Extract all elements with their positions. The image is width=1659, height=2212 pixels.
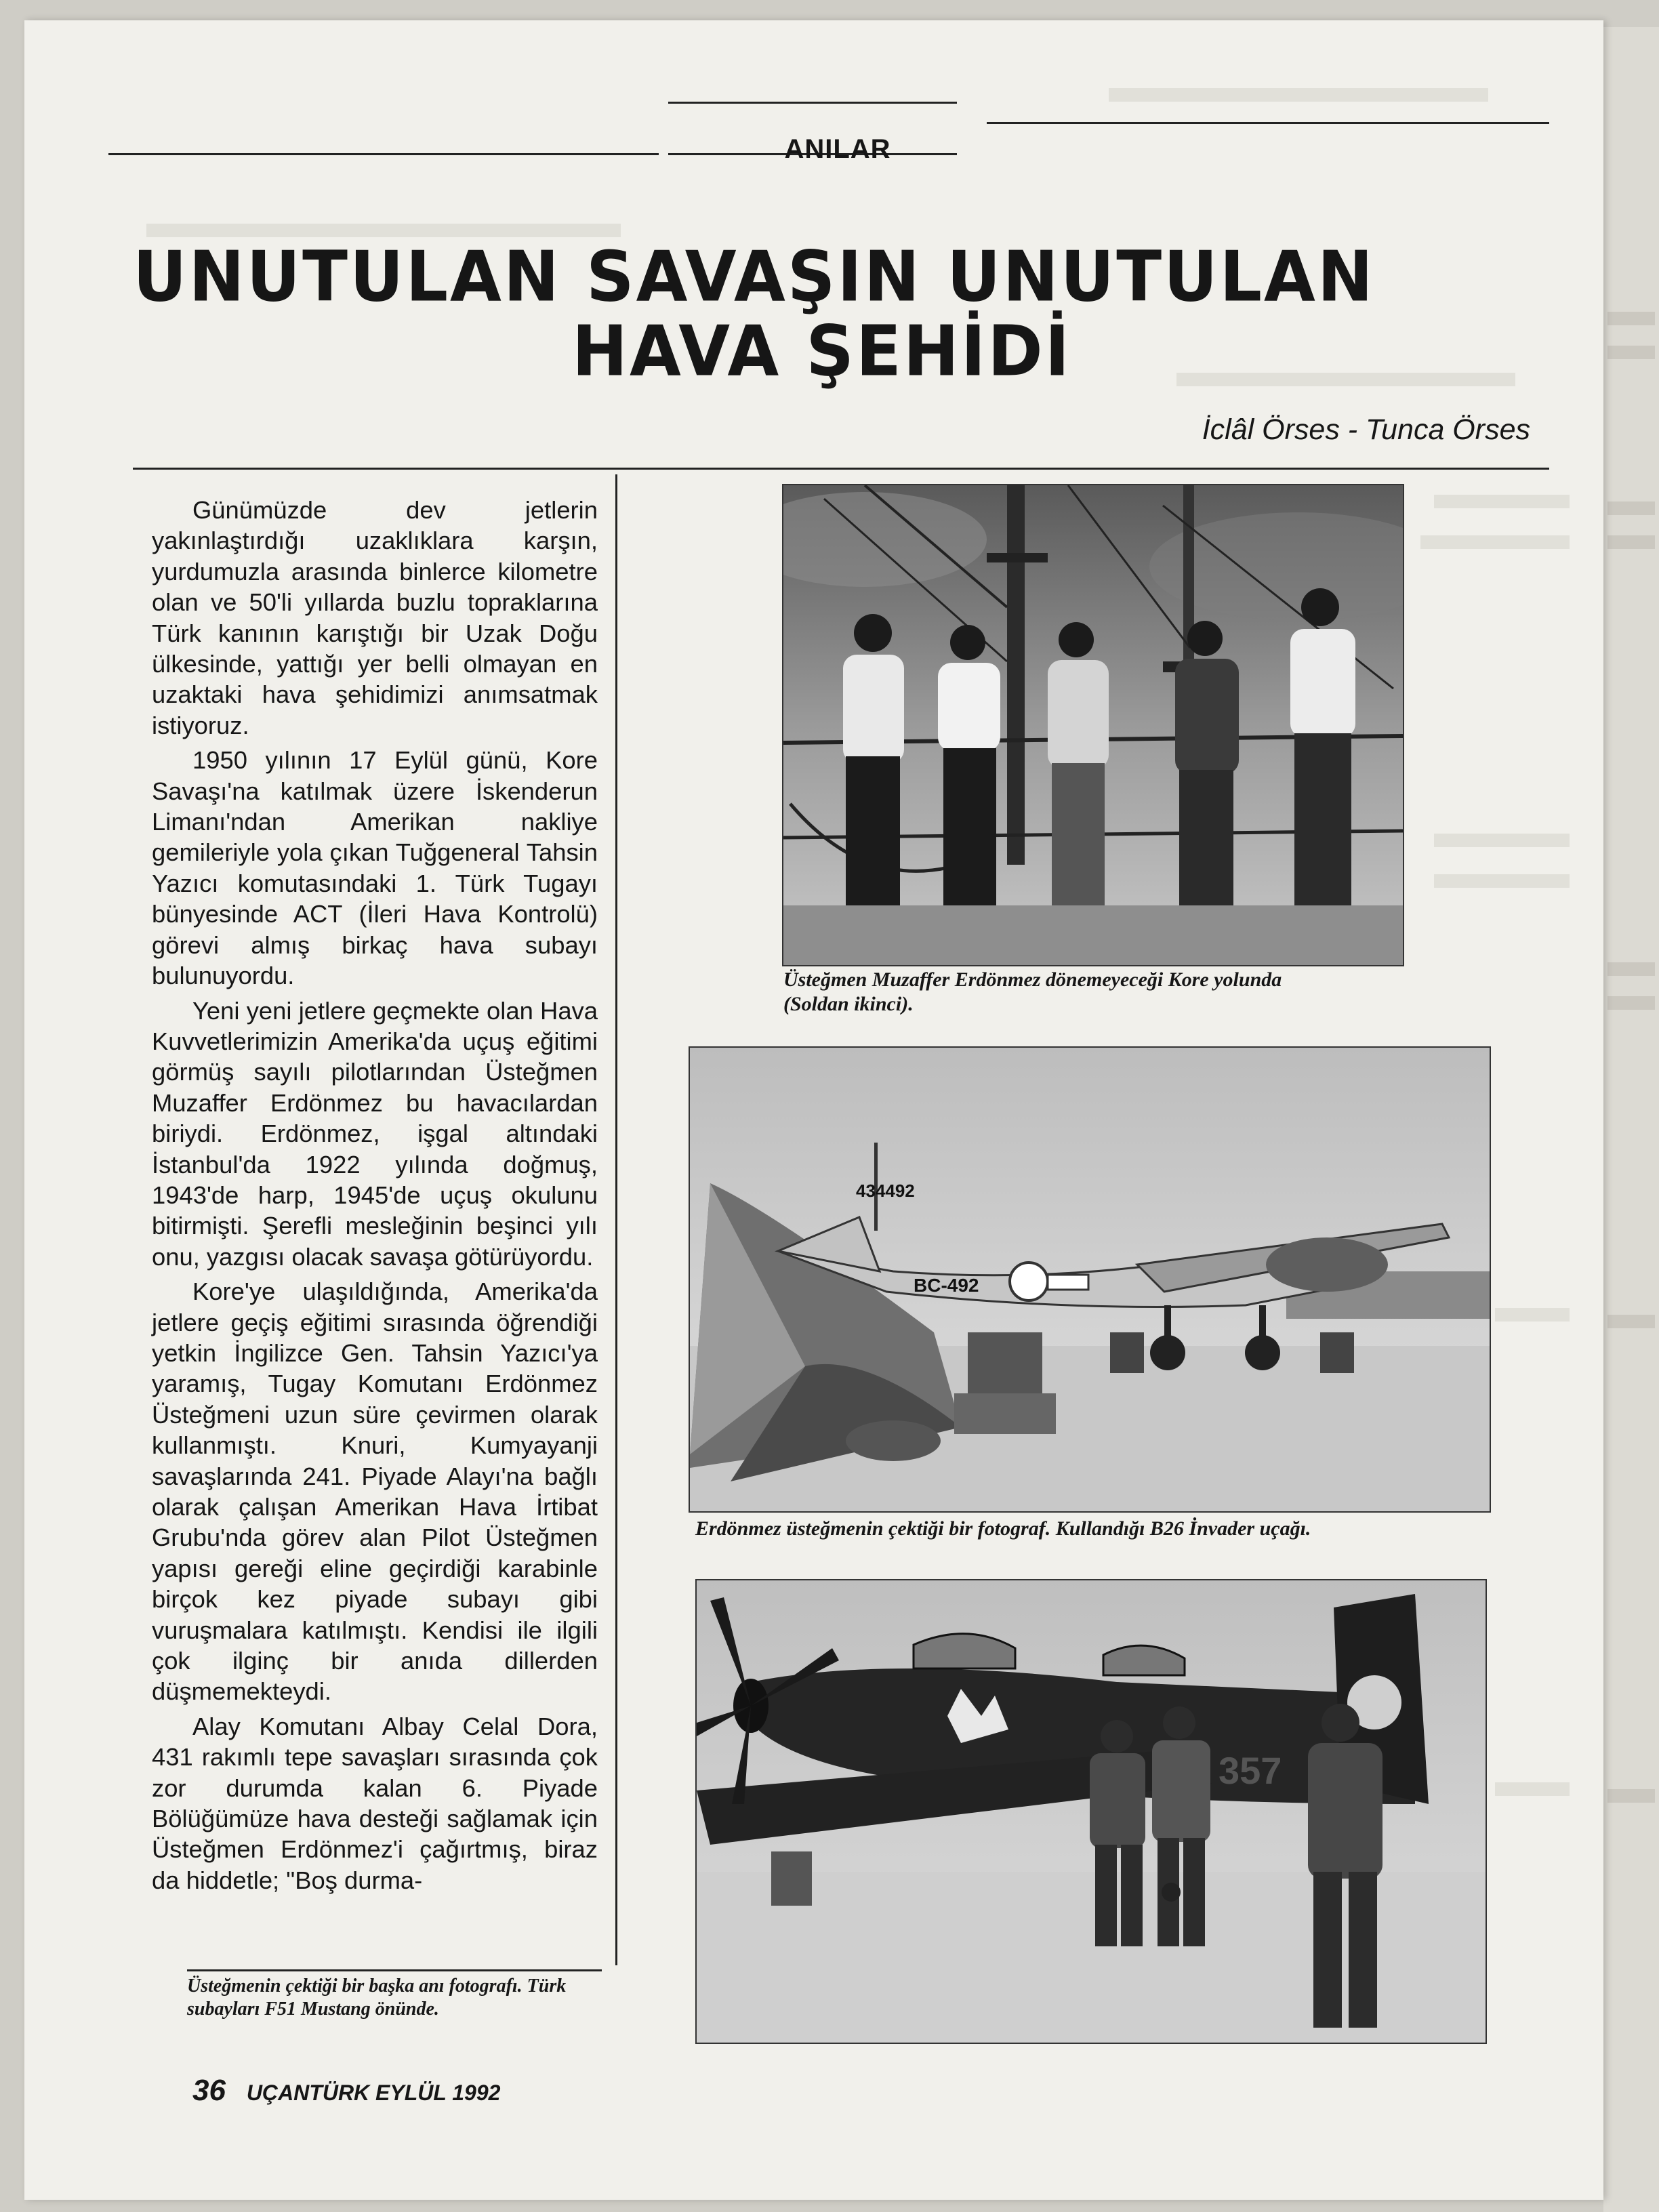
article-paragraph: Yeni yeni jetlere geçmekte olan Hava Kuvvetlerimizin Amerika'da uçuş eğitimi görmüş sayılı pilotlarından Üsteğmen Muzaffer Erdönmez bu havacılardan biriydi. Erdönmez, işgal altındaki İstanbul'da 1922 yılında doğmuş, 1943'de harp, 1945'de uçuş okulunu bitirmişti. Şerefli mesleğinin beşinci yılı onu, yazgısı olacak savaşa götürüyordu. <box>152 996 598 1271</box>
article-title-line1: UNUTULAN SAVAŞIN UNUTULAN <box>133 237 1375 318</box>
title-rule <box>133 468 1549 470</box>
magazine-name: UÇANTÜRK EYLÜL 1992 <box>246 2081 501 2105</box>
photo-officers-on-ship <box>782 484 1404 966</box>
article-paragraph: Günümüzde dev jetlerin yakınlaştırdığı uzaklıklara karşın, yurdumuzla arasında binlerce kilometre olan ve 50'li yıllarda buzlu topraklarına Türk kanının karıştığı bir Uzak Doğu ülkesinde, yattığı yer belli olmayan en uzaktaki hava şehidimizi anımsatmak istiyoruz. <box>152 496 598 739</box>
photo-b26-invader <box>689 1046 1491 1513</box>
header-line-box-top <box>668 102 957 104</box>
article-body-column <box>152 495 598 1900</box>
tail-number: 434492 <box>856 1181 915 1201</box>
section-label: ANILAR <box>784 134 891 164</box>
article-title-line2: HAVA ŞEHİDİ <box>572 311 1072 392</box>
photo2-caption: Erdönmez üsteğmenin çektiği bir fotograf. Kullandığı B26 İnvader uçağı. <box>695 1517 1311 1540</box>
photo1-caption: Üsteğmen Muzaffer Erdönmez dönemeyeceği Kore yolunda (Soldan ikinci). <box>783 968 1282 1015</box>
mustang-number: 357 <box>1218 1749 1282 1792</box>
page-footer <box>192 2074 500 2108</box>
article-paragraph: Kore'ye ulaşıldığında, Amerika'da jetlere geçiş eğitimi sırasında öğrendiği yetkin İngilizce Gen. Tahsin Yazıcı'ya yaramış, Tugay Komutanı Erdönmez Üsteğmeni uzun süre çevirmen olarak kullanmıştı. Knuri, Kumyayanji savaşlarında 241. Piyade Alayı'na bağlı olarak çalışan Amerikan Hava İrtibat Grubu'nda görev alan Pilot Üsteğmen yapısı gereği eline geçirdiği karabinle birçok kez piyade subayı gibi vuruşmalara katılmıştı. Kendisi ile ilgili çok ilginç bir anıda dillerden düşmemekteydi. <box>152 1277 598 1706</box>
header-line-left <box>108 153 659 155</box>
column-divider <box>615 474 617 1965</box>
article-authors: İclâl Örses - Tunca Örses <box>1202 413 1530 446</box>
page-number: 36 <box>192 2074 226 2107</box>
caption-rule <box>187 1969 602 1971</box>
header-line-right <box>987 122 1549 124</box>
magazine-page <box>24 20 1603 2200</box>
photo-f51-mustang <box>695 1579 1487 2044</box>
photo3-caption: Üsteğmenin çektiği bir başka anı fotografı. Türk subayları F51 Mustang önünde. <box>187 1975 567 2020</box>
fuselage-code: BC-492 <box>914 1275 979 1296</box>
article-paragraph: Alay Komutanı Albay Celal Dora, 431 rakımlı tepe savaşları sırasında çok zor durumda kalan 6. Piyade Bölüğümüze hava desteği sağlamak için Üsteğmen Erdönmez'i çağırtmış, biraz da hiddetle; "Boş durma- <box>152 1712 598 1894</box>
article-paragraph: 1950 yılının 17 Eylül günü, Kore Savaşı'na katılmak üzere İskenderun Limanı'ndan Amerikan nakliye gemileriyle yola çıkan Tuğgeneral Tahsin Yazıcı komutasındaki 1. Türk Tugayı bünyesinde ACT (İleri Hava Kontrolü) görevi almış birkaç hava subayı bulunuyordu. <box>152 746 598 990</box>
next-page-edge <box>1603 27 1659 2212</box>
